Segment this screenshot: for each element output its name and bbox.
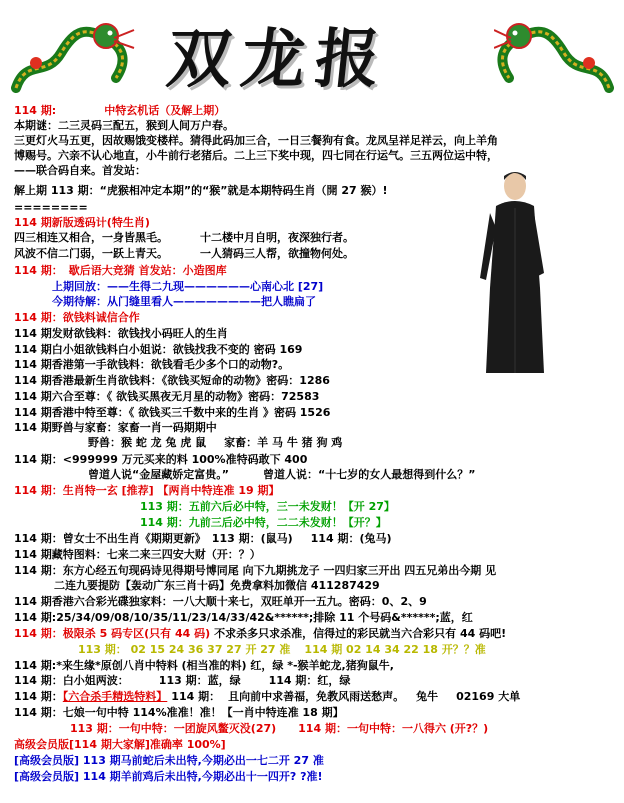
line-38 — [14, 689, 520, 704]
line-5: ——联合码自来。首发站： — [14, 164, 146, 177]
dragon-left-image — [6, 8, 136, 103]
line-26: 113 期：五前六后必中特，三一未发财！【开 27】 — [140, 500, 395, 513]
line-1 — [14, 103, 225, 118]
header — [0, 0, 624, 110]
text: 风波不信二门弱，一跃上青天。 — [14, 247, 168, 260]
text: 113 期： 02 15 24 36 37 27 开 27 准 — [78, 643, 291, 656]
line-42: [高级会员版] 113 期马前蛇后未出特,今期必出一七二开 27 准 — [14, 754, 324, 767]
section-title: 欲钱料诚信合作 — [62, 311, 140, 324]
text: 114 期：白小姐两波： — [14, 674, 129, 687]
line-40 — [70, 721, 488, 736]
text: 曾道人说“金屋藏娇定富贵。” — [88, 468, 229, 481]
section-title: 极限杀 5 码专区(只有 44 码) — [62, 627, 211, 640]
text: 114 期： — [171, 690, 221, 703]
section-title: 【六合杀手精选特料】 — [62, 690, 168, 703]
text: 113 期：(鼠马) — [211, 532, 293, 545]
text: 十二楼中月自明，夜深独行者。 — [200, 231, 354, 244]
page-title: 双龙报 — [163, 22, 394, 97]
line-33: 114 期:25/34/09/08/10/35/11/23/14/33/42&******;排除 11 个号码&******;蓝，红 — [14, 611, 473, 624]
text: 不求杀多只求杀准，信得过的彩民就当六合彩只有 44 码吧! — [214, 627, 507, 640]
text: 02169 大单 — [456, 690, 521, 703]
text: 114 期：红，绿 — [268, 674, 351, 687]
text: 一人猜码三人帮，欲撞物何处。 — [200, 247, 354, 260]
text: 兔牛 — [416, 690, 439, 703]
man-figure-image — [478, 168, 548, 378]
line-41 — [14, 737, 226, 752]
line-27: 114 期：九前三后必中特，二二未发财！【开？】 — [140, 516, 387, 529]
period-label: 114 期： — [14, 264, 63, 277]
line-2: 本期谜：二三灵码三配五，猴到人间万户春。 — [14, 119, 234, 132]
line-9 — [14, 230, 354, 245]
line-11 — [14, 263, 227, 278]
period-label: 114 期： — [14, 311, 63, 324]
line-13: 今期待解：从门缝里看人————————把人瞧扁了 — [52, 295, 316, 308]
text: 114 期：(兔马) — [310, 532, 392, 545]
line-20: 114 期香港中特至尊：《 欲钱买三千数中来的生肖 》密码 1526 — [14, 406, 331, 419]
line-3: 三更灯火马五更，因故赐饿变楼样。猜得此码加三合，一日三餐狗有食。龙凤呈祥足祥云，向上羊角 — [14, 134, 498, 147]
text: 野兽：猴 蛇 龙 兔 虎 鼠 — [88, 436, 207, 449]
text: 113 期：蓝，绿 — [158, 674, 241, 687]
line-12: 上期回放：——生得二九现——————心南心北 [27] — [52, 280, 324, 293]
line-30: 114 期：东方心经五句现码诗见得期号博同尾 向下九期挑龙子 一四归家三开出 四五兄弟出今期 见 — [14, 564, 497, 577]
line-16: 114 期白小姐欲钱料白小姐说：欲钱找我不变的 密码 169 — [14, 343, 303, 356]
line-7: ======== — [14, 201, 88, 214]
line-25: 114 期：生肖特一玄 [推荐] 【两肖中特连准 19 期】 — [14, 484, 280, 497]
line-10 — [14, 246, 354, 261]
period-label: 114 期： — [14, 627, 63, 640]
period-label: 114 期: — [14, 104, 57, 117]
line-14 — [14, 310, 140, 325]
line-24 — [88, 467, 475, 482]
line-29: 114 期藏特图料：七来二来三四安大财（开：？） — [14, 548, 261, 561]
line-31: 二连九要提防【轰动广东三肖十码】免费拿料加微信 411287429 — [54, 579, 380, 592]
line-28 — [14, 531, 392, 546]
line-6: 解上期 113 期：“虎猴相冲定本期”的“猴”就是本期特码生肖（開 27 猴）! — [14, 184, 388, 197]
section-title: 中特玄机话（及解上期） — [104, 104, 226, 117]
period-label: 114 期： — [14, 690, 63, 703]
line-19: 114 期六合至尊：《 欲钱买黑夜无月星的动物》密码：72583 — [14, 390, 320, 403]
line-35 — [78, 642, 486, 657]
text: 家畜：羊 马 牛 猪 狗 鸡 — [224, 436, 343, 449]
line-34 — [14, 626, 506, 641]
text: 113 期：一句中特：一团旋风鳖灭没(27) — [70, 722, 277, 735]
text: 114 期：一句中特：一八得六 (开?？) — [298, 722, 489, 735]
line-37 — [14, 673, 350, 688]
text: 准确率 100%] — [149, 738, 226, 751]
section-title: 歇后语大竞猜 首发站：小造图库 — [68, 264, 227, 277]
line-23: 114 期：<999999 万元买来的料 100%准特码敢下 400 — [14, 453, 308, 466]
line-18: 114 期香港最新生肖欲钱料：《欲钱买短命的动物》密码：1286 — [14, 374, 330, 387]
text: 四三相连又相合，一身皆黑毛。 — [14, 231, 168, 244]
text: 高级会员版[114 期大家解] — [14, 738, 150, 751]
text: 且向前中求善福，免教风雨送愁声。 — [228, 690, 405, 703]
dragon-right-image — [494, 8, 619, 103]
text: 曾道人说：“十七岁的女人最想得到什么？” — [262, 468, 476, 481]
line-32: 114 期香港六合彩光碟独家料：一八大顺十来七，双旺单开一五九。密码：0、2、9 — [14, 595, 427, 608]
line-39: 114 期：七娘一句中特 114%准准！准！【一肖中特连准 18 期】 — [14, 706, 344, 719]
line-43: [高级会员版] 114 期羊前鸡后未出特,今期必出十一四开? ?准! — [14, 770, 323, 783]
line-15: 114 期发财欲钱料：欲钱找小码旺人的生肖 — [14, 327, 228, 340]
line-8: 114 期新版透码计(特生肖) — [14, 216, 150, 229]
line-36: 114 期:*来生缘*原创八肖中特料 (相当准的料) 红，绿 *-猴羊蛇龙,猪狗鼠牛, — [14, 659, 394, 672]
line-4: 博赐号。六亲不认心地直，小牛前行老猪后。二上三下奖中现，四七同在行运气。三五两位运中特， — [14, 149, 498, 162]
line-21: 114 期野兽与家畜：家畜一肖一码期期中 — [14, 421, 217, 434]
line-22 — [88, 435, 342, 450]
line-17: 114 期香港第一手欲钱料：欲钱看毛少多个口的动物?。 — [14, 358, 290, 371]
text: 114 期：曾女士不出生肖《期期更新》 — [14, 532, 206, 545]
text: 114 期 02 14 34 22 18 开？？准 — [304, 643, 486, 656]
